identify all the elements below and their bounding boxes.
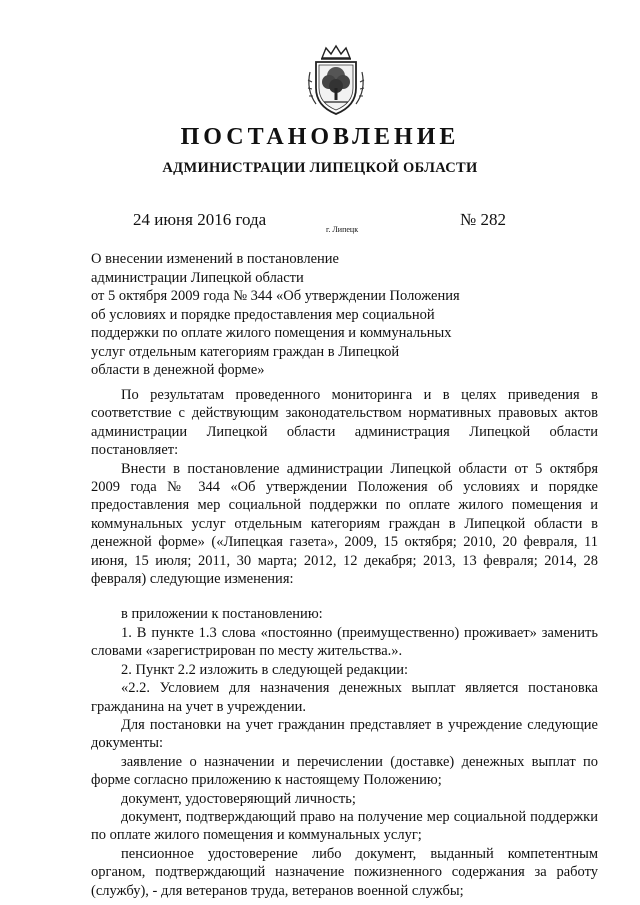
topic-line: О внесении изменений в постановление [91,251,339,267]
topic-line: от 5 октября 2009 года № 344 «Об утверждении Положения [91,288,460,304]
document-title: ПОСТАНОВЛЕНИЕ [180,124,460,150]
topic-line: услуг отдельным категориям граждан в Липецкой [91,343,400,360]
paragraph-gap [91,588,598,605]
document-topic [91,250,551,380]
body-paragraph: Внести в постановление администрации Липецкой области от 5 октября 2009 года № 344 «Об утверждении Положения об условиях и порядке предоставления мер социальной поддержки по оплате жилого помещения и коммунальных услуг отдельным категориям граждан в Липецкой области в денежной форме» («Липецкая газета», 2009, 15 октября; 2010, 20 февраля, 11 июня, 15 июля; 2011, 30 марта; 2012, 12 декабря; 2013, 13 февраля; 2014, 28 февраля) следующие изменения: [91,460,598,588]
body-paragraph: заявление о назначении и перечислении (доставке) денежных выплат по форме согласно приложению к настоящему Положению; [91,753,598,789]
topic-line: поддержки по оплате жилого помещения и коммунальных [91,325,452,341]
document-number: № 282 [460,210,506,229]
body-paragraph: 1. В пункте 1.3 слова «постоянно (преимущественно) проживает» заменить словами «зарегистрирован по месту жительства.». [91,624,598,660]
document-body [91,386,598,900]
document-subtitle: АДМИНИСТРАЦИИ ЛИПЕЦКОЙ ОБЛАСТИ [162,160,478,176]
body-paragraph: документ, подтверждающий право на получение мер социальной поддержки по оплате жилого помещения и коммунальных услуг; [91,808,598,844]
topic-line: об условиях и порядке предоставления мер социальной [91,306,435,323]
topic-line: администрации Липецкой области [91,269,304,286]
document-date: 24 июня 2016 года [133,210,267,229]
document-city: г. Липецк [326,225,359,234]
body-paragraph: «2.2. Условием для назначения денежных выплат является постановка гражданина на учет в учреждении. [91,680,598,715]
topic-line: области в денежной форме» [91,362,265,378]
body-paragraph: пенсионное удостоверение либо документ, выданный компетентным органом, подтверждающий назначение пожизненного содержания за работу (службу), - для ветеранов труда, ветеранов военной службы; [91,845,598,899]
body-paragraph: По результатам проведенного мониторинга и в целях приведения в соответствие с действующим законодательством нормативных правовых актов администрации Липецкой области администрация Липецкой области постановляет: [91,387,598,459]
coat-of-arms-emblem [300,44,372,118]
body-paragraph: в приложении к постановлению: [121,606,323,623]
body-paragraph: Для постановки на учет гражданин представляет в учреждение следующие документы: [91,716,598,752]
body-paragraph: документ, удостоверяющий личность; [121,790,356,807]
body-paragraph: 2. Пункт 2.2 изложить в следующей редакции: [121,661,409,678]
